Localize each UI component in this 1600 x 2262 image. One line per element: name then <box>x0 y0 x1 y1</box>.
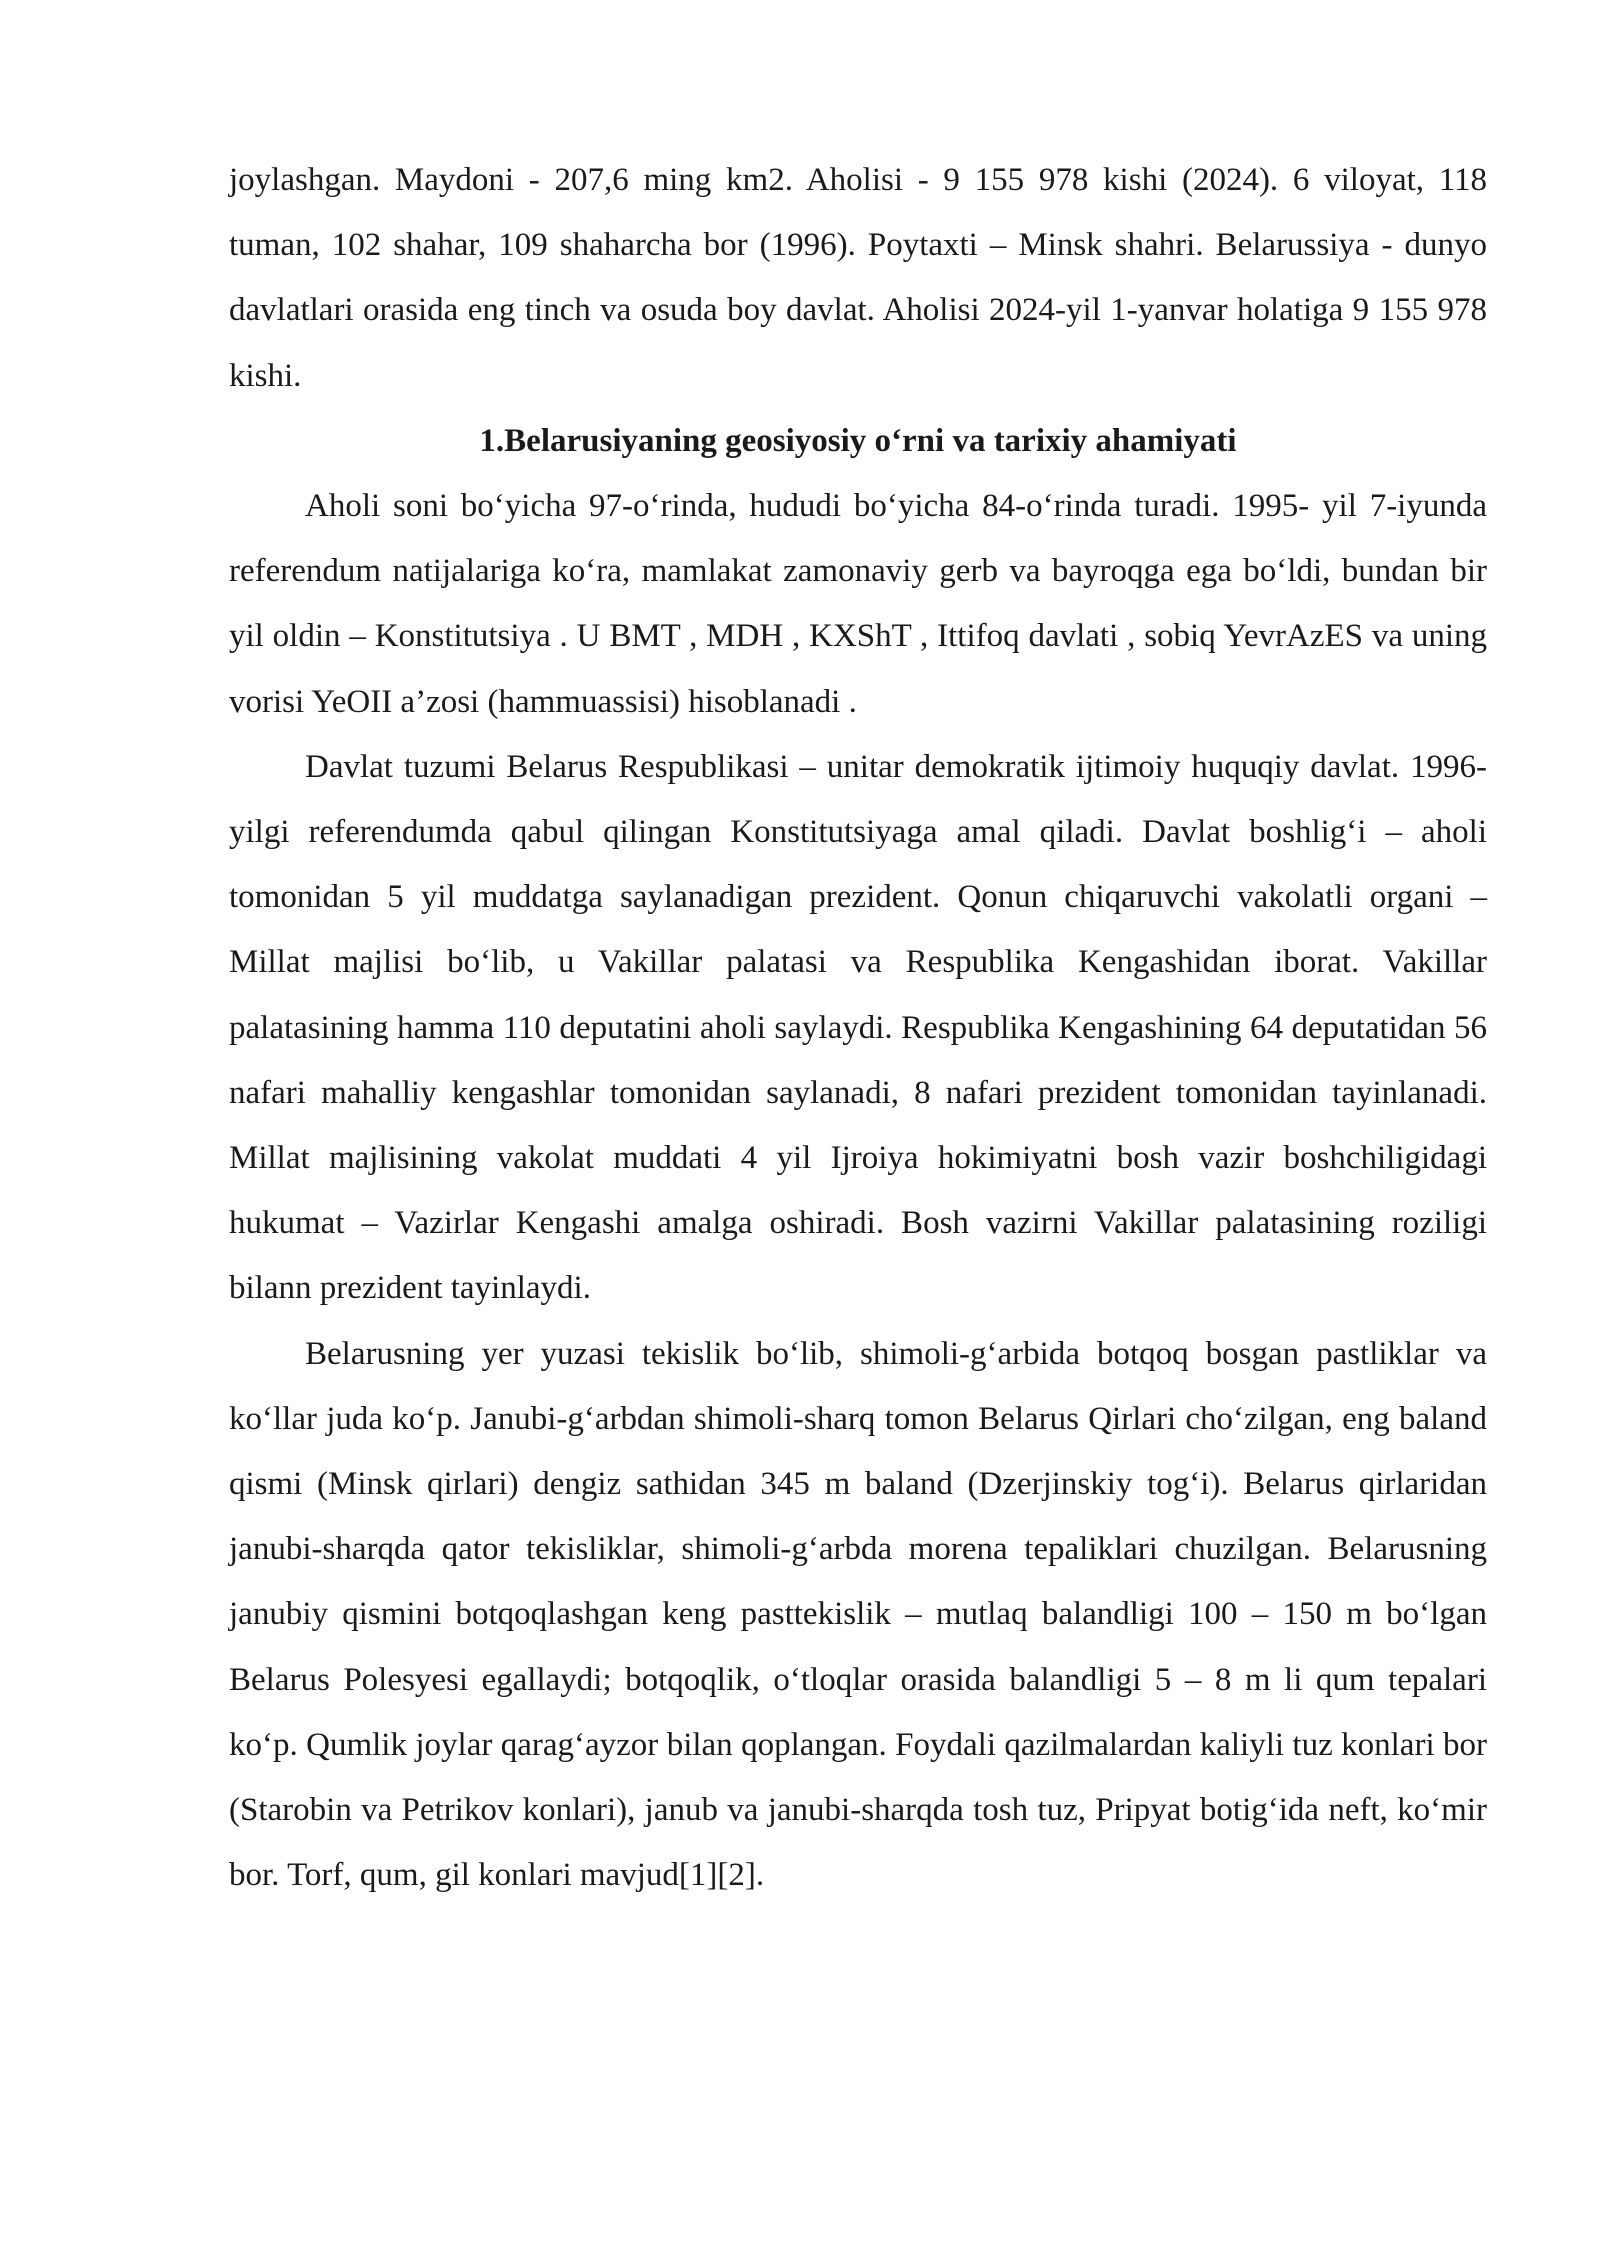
paragraph-geography: Belarusning yer yuzasi tekislik bo‘lib, shimoli-g‘arbida botqoq bosgan pastliklar va ko‘llar juda ko‘p. Janubi-g‘arbdan shimoli-sharq tomon Belarus Qirlari cho‘zilgan, eng baland qismi (Minsk qirlari) dengiz sathidan 345 m baland (Dzerjinskiy tog‘i). Belarus qirlaridan janubi-sharqda qator tekisliklar, shimoli-g‘arbda morena tepaliklari chuzilgan. Belarusning janubiy qismini botqoqlashgan keng pasttekislik – mutlaq balandligi 100 – 150 m bo‘lgan Belarus Polesyesi egallaydi; botqoqlik, o‘tloqlar orasida balandligi 5 – 8 m li qum tepalari ko‘p. Qumlik joylar qarag‘ayzor bilan qoplangan. Foydali qazilmalardan kaliyli tuz konlari bor (Starobin va Petrikov konlari), janub va janubi-sharqda tosh tuz, Pripyat botig‘ida neft, ko‘mir bor. Torf, qum, gil konlari mavjud[1][2]. <box>229 1335 1487 1894</box>
paragraph-population-ranking: Aholi soni bo‘yicha 97-o‘rinda, hududi bo‘yicha 84-o‘rinda turadi. 1995- yil 7-iyunda referendum natijalariga ko‘ra, mamlakat zamonaviy gerb va bayroqga ega bo‘ldi, bundan bir yil oldin – Konstitutsiya . U BMT , MDH , KXShT , Ittifoq davlati , sobiq YevrAzES va uning vorisi YeOII a’zosi (hammuassisi) hisoblanadi . <box>229 488 1487 720</box>
paragraph-intro: joylashgan. Maydoni - 207,6 ming km2. Aholisi - 9 155 978 kishi (2024). 6 viloyat, 118 tuman, 102 shahar, 109 shaharcha bor (1996). Poytaxti – Minsk shahri. Belarussiya - dunyo davlatlari orasida eng tinch va osuda boy davlat. Aholisi 2024-yil 1-yanvar holatiga 9 155 978 kishi. <box>229 162 1487 394</box>
paragraph-state-structure: Davlat tuzumi Belarus Respublikasi – unitar demokratik ijtimoiy huquqiy davlat. 1996-yilgi referendumda qabul qilingan Konstitutsiyaga amal qiladi. Davlat boshlig‘i – aholi tomonidan 5 yil muddatga saylanadigan prezident. Qonun chiqaruvchi vakolatli organi – Millat majlisi bo‘lib, u Vakillar palatasi va Respublika Kengashidan iborat. Vakillar palatasining hamma 110 deputatini aholi saylaydi. Respublika Kengashining 64 deputatidan 56 nafari mahalliy kengashlar tomonidan saylanadi, 8 nafari prezident tomonidan tayinlanadi. Millat majlisining vakolat muddati 4 yil Ijroiya hokimiyatni bosh vazir boshchiligidagi hukumat – Vazirlar Kengashi amalga oshiradi. Bosh vazirni Vakillar palatasining roziligi bilann prezident tayinlaydi. <box>229 748 1487 1307</box>
section-heading: 1.Belarusiyaning geosiyosiy o‘rni va tarixiy ahamiyati <box>479 422 1237 459</box>
document-body <box>229 148 1487 1908</box>
